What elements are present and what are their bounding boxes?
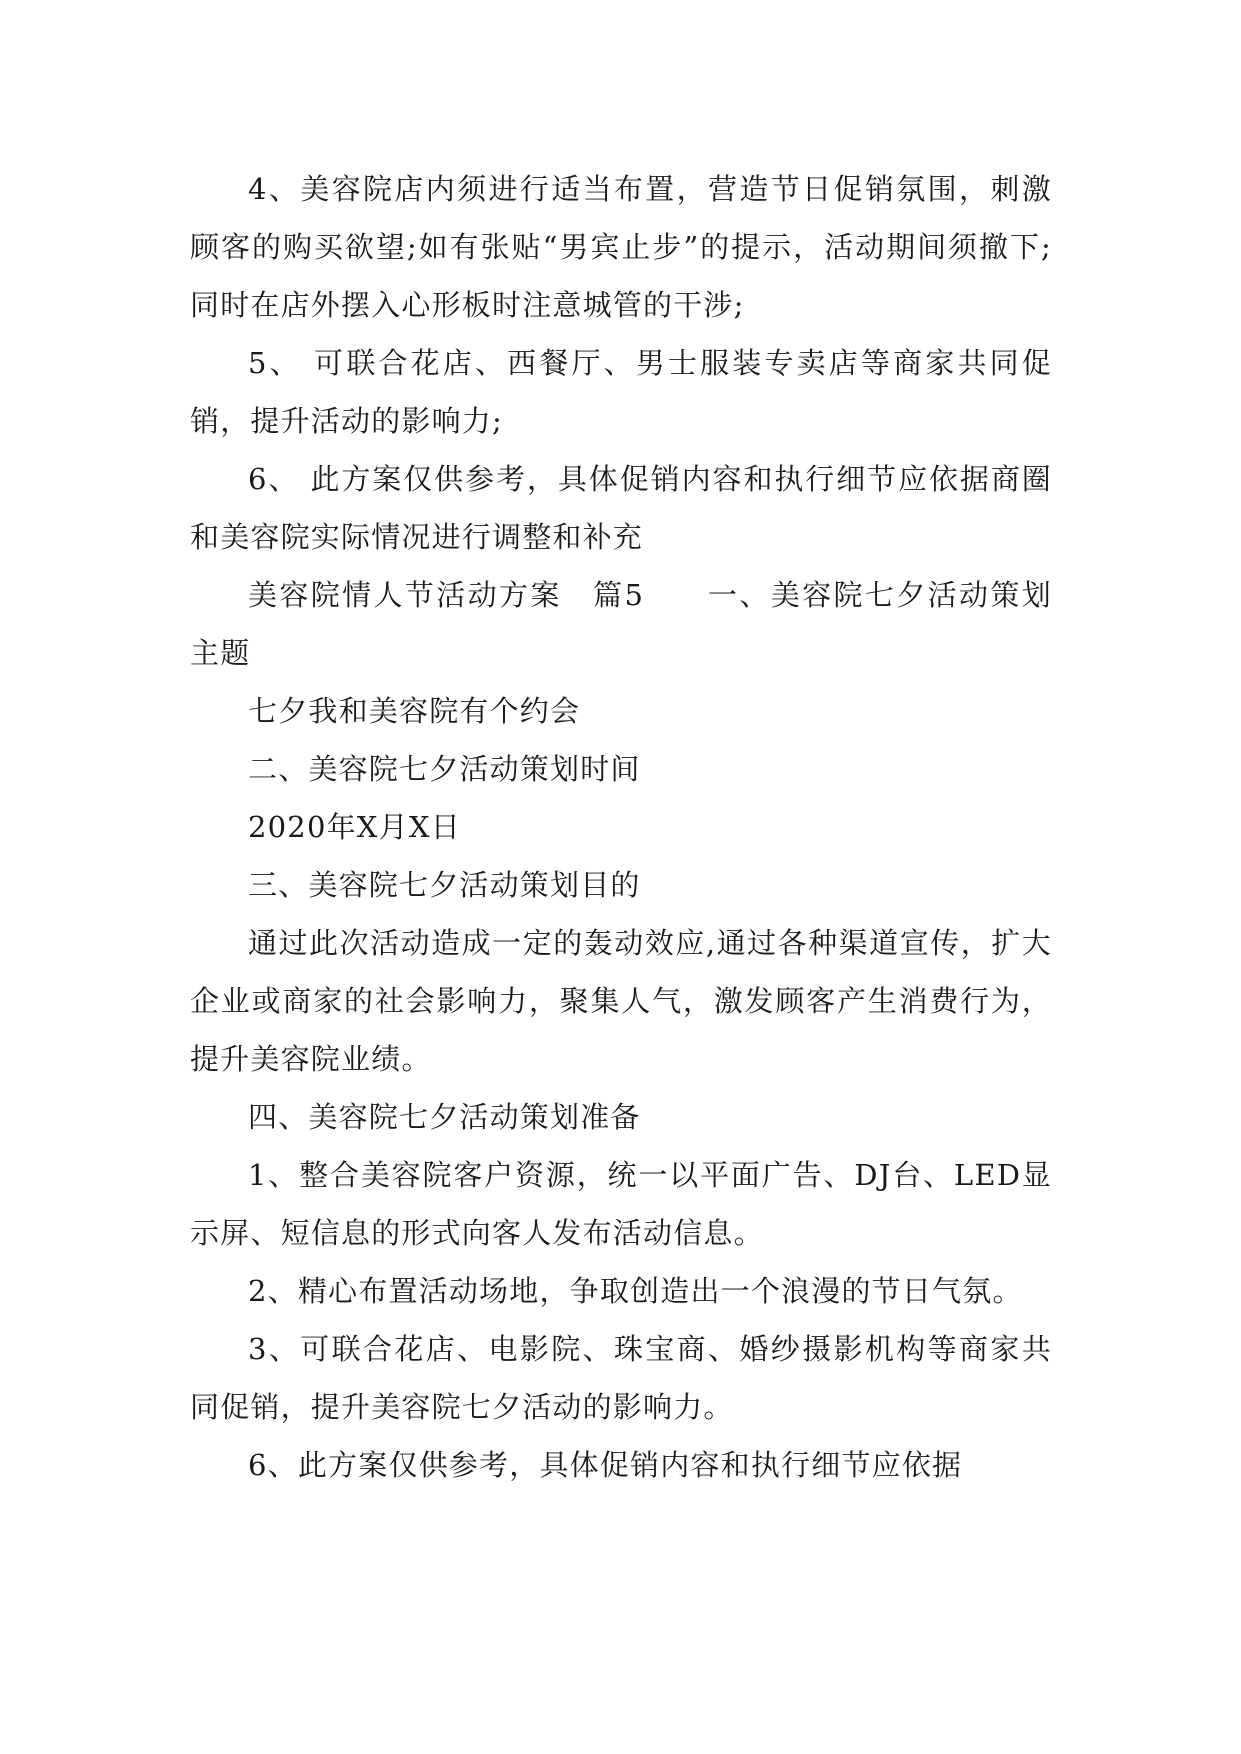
document-body [190, 160, 1052, 1494]
heading-purpose: 三、美容院七夕活动策划目的 [248, 868, 641, 902]
paragraph-reference-note: 6、 此方案仅供参考，具体促销内容和执行细节应依据商圈和美容院实际情况进行调整和补充 [190, 462, 1052, 554]
paragraph-prep-2: 2、精心布置活动场地，争取创造出一个浪漫的节日气氛。 [248, 1274, 1023, 1308]
paragraph-date: 2020年X月X日 [248, 810, 461, 844]
paragraph-purpose: 通过此次活动造成一定的轰动效应,通过各种渠道宣传，扩大企业或商家的社会影响力，聚集人气，激发顾客产生消费行为，提升美容院业绩。 [190, 926, 1052, 1076]
paragraph-prep-3: 3、可联合花店、电影院、珠宝商、婚纱摄影机构等商家共同促销，提升美容院七夕活动的影响力。 [190, 1332, 1052, 1424]
heading-time: 二、美容院七夕活动策划时间 [248, 752, 641, 786]
paragraph-joint-promotion: 5、 可联合花店、西餐厅、男士服装专卖店等商家共同促销，提升活动的影响力; [190, 346, 1052, 438]
paragraph-prep-1: 1、整合美容院客户资源，统一以平面广告、DJ台、LED显示屏、短信息的形式向客人发布活动信息。 [190, 1158, 1052, 1250]
paragraph-theme: 七夕我和美容院有个约会 [248, 694, 581, 728]
paragraph-store-decoration: 4、美容院店内须进行适当布置，营造节日促销氛围，刺激顾客的购买欲望;如有张贴“男宾止步”的提示，活动期间须撤下;同时在店外摆入心形板时注意城管的干涉; [190, 172, 1052, 322]
heading-preparation: 四、美容院七夕活动策划准备 [248, 1100, 641, 1134]
paragraph-prep-6: 6、此方案仅供参考，具体促销内容和执行细节应依据 [248, 1448, 963, 1482]
section-title-plan-5: 美容院情人节活动方案 篇5 一、美容院七夕活动策划主题 [190, 578, 1052, 670]
